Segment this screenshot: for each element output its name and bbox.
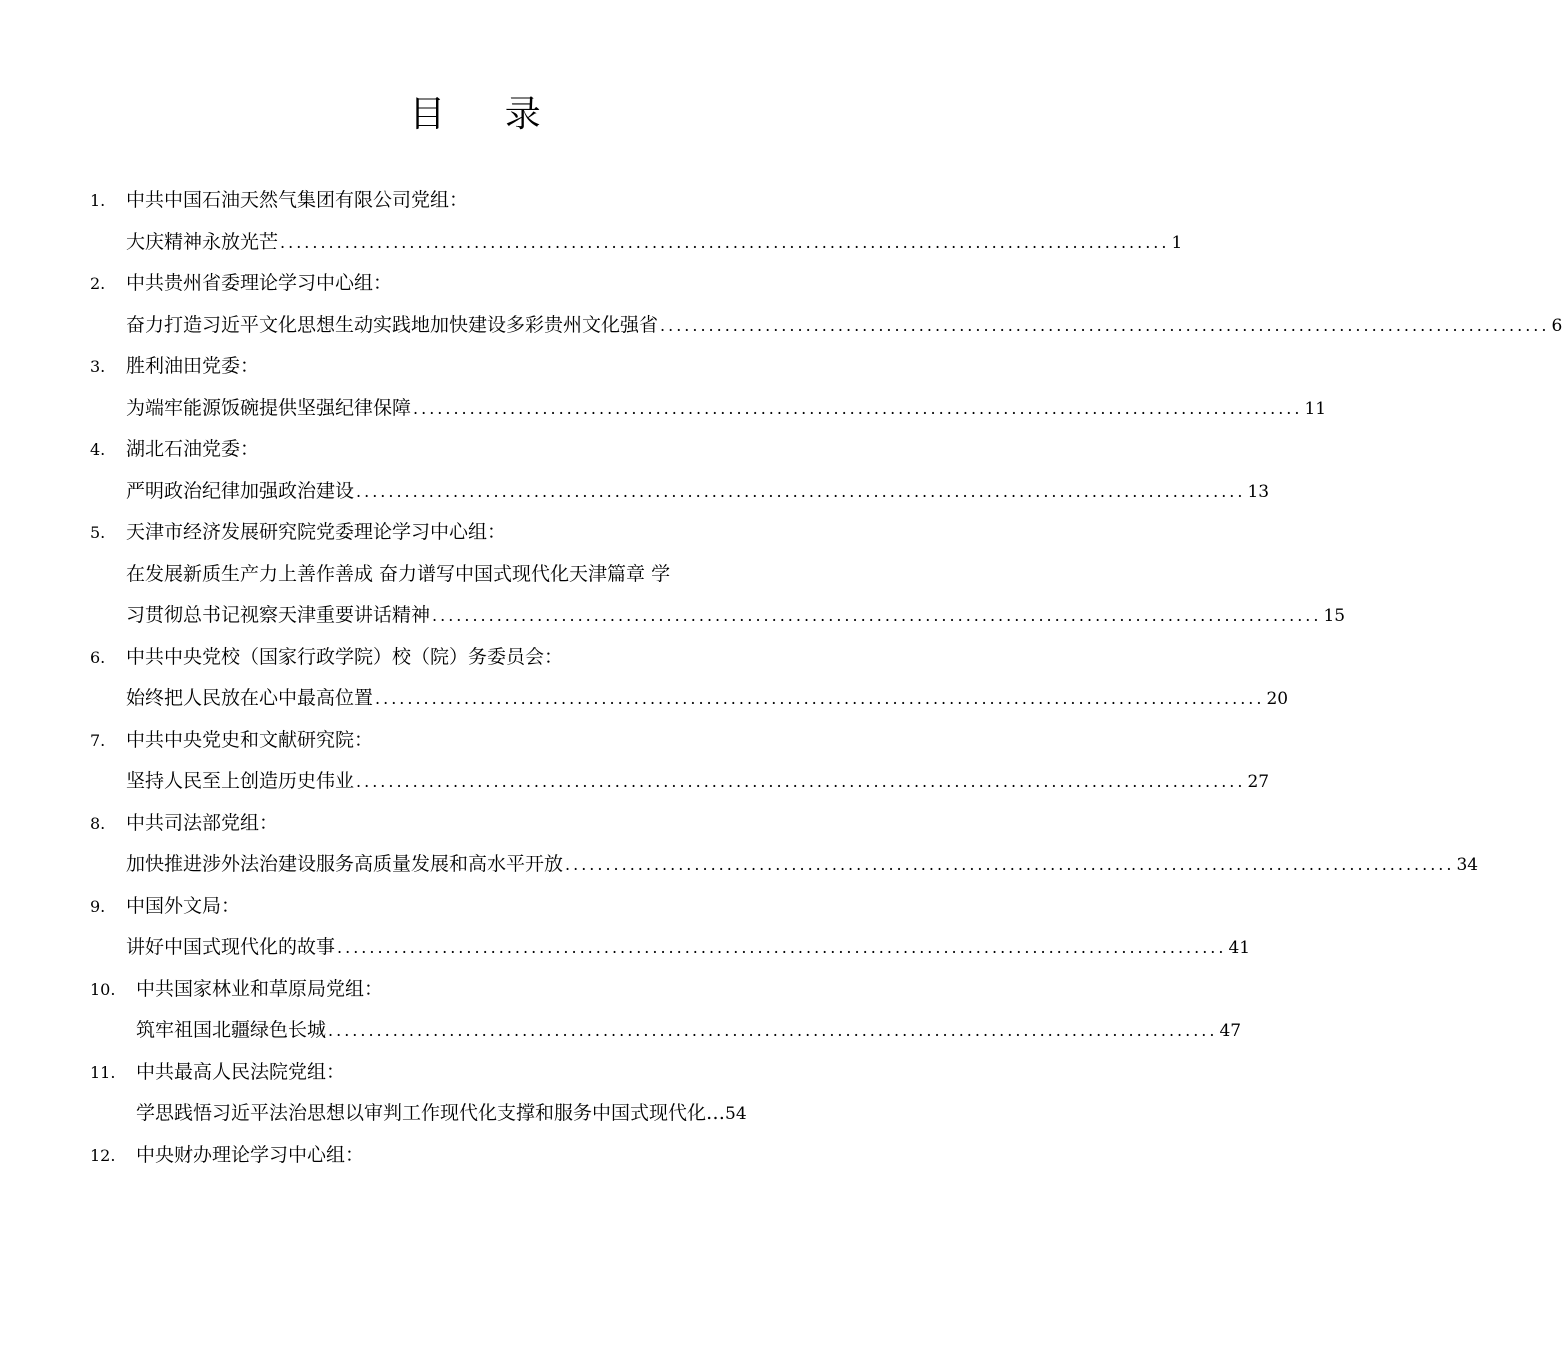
toc-page-number: 41 bbox=[1228, 938, 1251, 958]
toc-entry-title-continued[interactable]: 在发展新质生产力上善作善成 奋力谱写中国式现代化天津篇章 学 bbox=[126, 562, 671, 585]
toc-org-row bbox=[90, 180, 860, 222]
toc-org: 中共中央党史和文献研究院： bbox=[126, 728, 374, 751]
dot-leader: .............................................................................................................. bbox=[432, 606, 1322, 625]
toc-entry-title: 严明政治纪律加强政治建设 bbox=[126, 479, 355, 502]
dot-leader: .............................................................................................................. bbox=[328, 1021, 1218, 1040]
dot-leader: .............................................................................................................. bbox=[356, 481, 1246, 501]
toc-number: 6. bbox=[90, 647, 106, 667]
toc-number: 10. bbox=[90, 979, 116, 999]
toc-page-number: 1 bbox=[1171, 232, 1183, 253]
toc-entry-link[interactable] bbox=[90, 388, 1327, 430]
toc-entry-title: 奋力打造习近平文化思想生动实践地加快建设多彩贵州文化强省 bbox=[126, 313, 659, 336]
toc-org: 中共中央党校（国家行政学院）校（院）务委员会： bbox=[126, 645, 564, 668]
toc-org-row bbox=[90, 886, 860, 928]
toc-org-row bbox=[90, 969, 860, 1011]
toc-org: 中共司法部党组： bbox=[126, 811, 279, 834]
toc-number: 11. bbox=[90, 1062, 116, 1082]
toc-org-row bbox=[90, 429, 860, 471]
toc-entry-link[interactable] bbox=[90, 844, 1479, 886]
dot-leader: .............................................................................................................. bbox=[337, 938, 1227, 957]
toc-page-number: 15 bbox=[1323, 606, 1346, 626]
toc-entry-title: 加快推进涉外法治建设服务高质量发展和高水平开放 bbox=[126, 853, 564, 875]
dot-leader: .............................................................................................................. bbox=[280, 232, 1170, 252]
toc-org: 中共中国石油天然气集团有限公司党组： bbox=[126, 189, 469, 211]
toc-entry-link[interactable] bbox=[90, 1010, 1242, 1052]
toc-entry-title: 坚持人民至上创造历史伟业 bbox=[126, 770, 355, 792]
toc-entry-title: 始终把人民放在心中最高位置 bbox=[126, 687, 374, 709]
toc-page-number: 6 bbox=[1551, 315, 1562, 336]
toc-entry-title: 为端牢能源饭碗提供坚强纪律保障 bbox=[126, 396, 412, 419]
toc-entry-title: 讲好中国式现代化的故事 bbox=[126, 936, 336, 958]
toc-org: 中共贵州省委理论学习中心组： bbox=[126, 272, 393, 294]
toc-entry-title: 大庆精神永放光芒 bbox=[126, 230, 279, 253]
toc-number: 7. bbox=[90, 730, 106, 750]
toc-org: 中共国家林业和草原局党组： bbox=[136, 977, 384, 1000]
toc-page-number: 54 bbox=[725, 1104, 747, 1124]
toc-number: 3. bbox=[90, 357, 106, 376]
dot-leader: .............................................................................................................. bbox=[356, 772, 1246, 791]
toc-org-row bbox=[90, 637, 860, 679]
toc-entry-link[interactable] bbox=[90, 927, 1251, 969]
toc-number: 9. bbox=[90, 896, 106, 916]
toc-org-row bbox=[90, 803, 860, 845]
dot-leader: .............................................................................................................. bbox=[660, 315, 1550, 335]
toc-number: 8. bbox=[90, 813, 106, 833]
toc-entry-link[interactable] bbox=[90, 761, 1270, 803]
dot-leader: .............................................................................................................. bbox=[413, 398, 1303, 418]
toc-org-row bbox=[90, 512, 860, 554]
toc-org-row bbox=[90, 1135, 860, 1177]
toc-page-number: 34 bbox=[1456, 855, 1479, 875]
toc-page-number: 11 bbox=[1304, 398, 1327, 419]
toc-number: 4. bbox=[90, 440, 106, 459]
toc-number: 12. bbox=[90, 1145, 116, 1165]
toc-entry-link[interactable] bbox=[90, 305, 1562, 347]
toc-number: 1. bbox=[90, 191, 106, 210]
toc-page-number: 13 bbox=[1247, 481, 1270, 502]
toc-number: 2. bbox=[90, 274, 106, 293]
toc-org: 中共最高人民法院党组： bbox=[136, 1060, 346, 1083]
toc-number: 5. bbox=[90, 523, 106, 542]
toc-org: 中央财办理论学习中心组： bbox=[136, 1143, 365, 1166]
toc-org-row bbox=[90, 1052, 860, 1094]
toc-org: 湖北石油党委： bbox=[126, 438, 260, 460]
dot-leader: .............................................................................................................. bbox=[375, 689, 1265, 708]
table-of-contents bbox=[90, 180, 1562, 1176]
toc-entry-title: 习贯彻总书记视察天津重要讲话精神 bbox=[126, 604, 431, 626]
toc-org: 天津市经济发展研究院党委理论学习中心组： bbox=[126, 521, 507, 543]
ellipsis-leader: … bbox=[706, 1102, 726, 1124]
toc-entry-link[interactable] bbox=[90, 678, 1289, 720]
toc-org-row bbox=[90, 263, 860, 305]
toc-page-number: 20 bbox=[1266, 689, 1289, 709]
toc-org-row bbox=[90, 720, 860, 762]
toc-entry-link[interactable] bbox=[90, 595, 1346, 637]
toc-entry-link[interactable] bbox=[90, 1093, 860, 1135]
page-title: 目 录 bbox=[409, 94, 565, 135]
dot-leader: .............................................................................................................. bbox=[565, 855, 1455, 874]
toc-entry-title: 筑牢祖国北疆绿色长城 bbox=[136, 1019, 327, 1041]
toc-org-row bbox=[90, 346, 860, 388]
toc-page-number: 47 bbox=[1219, 1021, 1242, 1041]
toc-org: 中国外文局： bbox=[126, 894, 241, 917]
toc-entry-link[interactable] bbox=[90, 222, 1183, 264]
toc-entry-title: 学思践悟习近平法治思想以审判工作现代化支撑和服务中国式现代化 bbox=[136, 1102, 707, 1124]
toc-org: 胜利油田党委： bbox=[126, 355, 260, 377]
toc-entry-link[interactable] bbox=[90, 471, 1270, 513]
toc-page-number: 27 bbox=[1247, 772, 1270, 792]
